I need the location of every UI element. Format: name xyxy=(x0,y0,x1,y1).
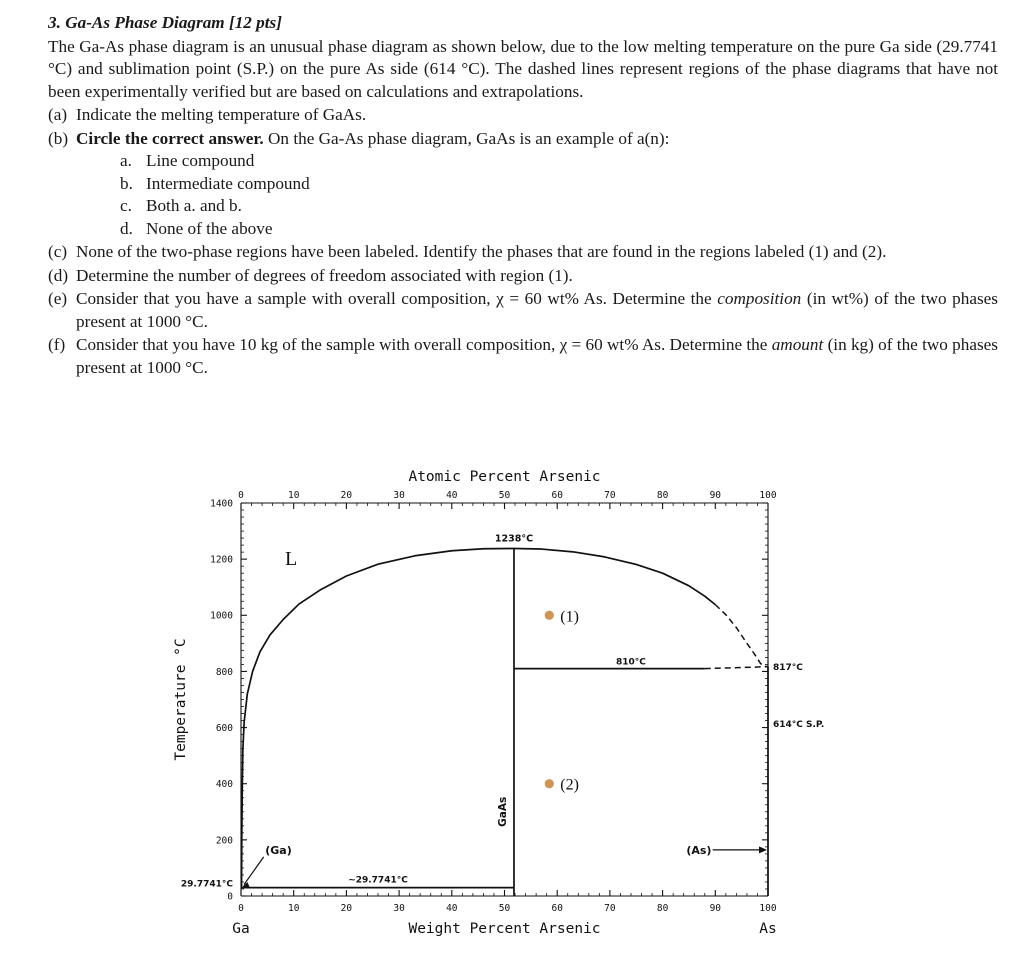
tick-label-bottom-40: 40 xyxy=(446,903,458,914)
choice-text-c: Both a. and b. xyxy=(146,196,242,216)
tick-label-bottom-0: 0 xyxy=(238,903,244,914)
tick-label-y-1200: 1200 xyxy=(210,554,233,566)
question-text-f xyxy=(76,334,998,379)
top-axis-title: Atomic Percent Arsenic xyxy=(408,469,601,485)
question-label-c: (c) xyxy=(48,242,68,262)
tick-label-top-10: 10 xyxy=(287,490,300,501)
question-text-b xyxy=(76,128,998,151)
answer-choice-c[interactable] xyxy=(120,195,998,218)
question-text-e xyxy=(76,288,998,333)
label-ga-melting: 29.7741°C xyxy=(180,879,233,890)
question-item-f xyxy=(48,334,998,379)
series-0 xyxy=(242,548,514,887)
label-817c: 817°C xyxy=(773,663,803,674)
choice-label-a: a. xyxy=(120,151,132,171)
tick-label-bottom-50: 50 xyxy=(498,903,511,914)
ga-phase-arrow-shaft xyxy=(244,857,264,885)
problem-statement xyxy=(48,12,998,380)
question-label-a: (a) xyxy=(48,105,68,125)
tick-label-y-800: 800 xyxy=(215,666,233,678)
tick-label-top-80: 80 xyxy=(656,490,669,501)
question-label-e: (e) xyxy=(48,289,68,309)
question-text-d: Determine the number of degrees of freedom associated with region (1). xyxy=(76,265,573,285)
question-text-c: None of the two-phase regions have been labeled. Identify the phases that are found in the regions labeled (1) and (2). xyxy=(76,242,887,262)
region-marker-1 xyxy=(545,611,554,620)
region-marker-label-1: (1) xyxy=(560,608,579,626)
series-1 xyxy=(514,548,715,604)
tick-label-top-40: 40 xyxy=(446,490,458,501)
series-4 xyxy=(705,667,768,669)
question-item-c xyxy=(48,241,998,264)
choice-label-c: c. xyxy=(120,196,132,216)
tick-label-top-100: 100 xyxy=(759,490,777,501)
label-ga-eutectic-line: ~29.7741°C xyxy=(348,875,408,886)
question-text-a: Indicate the melting temperature of GaAs. xyxy=(76,105,367,125)
tick-label-top-60: 60 xyxy=(551,490,563,501)
answer-choice-list xyxy=(120,150,998,240)
problem-intro: The Ga-As phase diagram is an unusual phase diagram as shown below, due to the low melting temperature on the pure Ga side (29.7741 °C) and sublimation point (S.P.) on the pure As side (614 °C). The dashed lines represent regions of the phase diagrams that have not been experimentally verified but are based on calculations and extrapolations. xyxy=(48,36,998,101)
question-label-b: (b) xyxy=(48,128,69,148)
label-ga-phase: (Ga) xyxy=(265,843,292,857)
region-marker-2 xyxy=(545,779,554,788)
tick-label-bottom-80: 80 xyxy=(656,903,669,914)
label-gaas-compound: GaAs xyxy=(496,796,509,827)
x-axis-title: Weight Percent Arsenic xyxy=(408,921,601,937)
region-marker-label-2: (2) xyxy=(560,776,579,794)
as-phase-arrow-head xyxy=(759,846,767,853)
endmember-right-label: As xyxy=(759,921,777,937)
tick-label-bottom-90: 90 xyxy=(709,903,722,914)
tick-label-y-1400: 1400 xyxy=(210,498,233,510)
phase-diagram-svg xyxy=(0,462,1024,962)
question-label-f: (f) xyxy=(48,335,66,355)
question-b-bold-lead: Circle the correct answer. xyxy=(76,128,264,148)
choice-text-b: Intermediate compound xyxy=(146,173,310,193)
choice-text-a: Line compound xyxy=(146,151,255,171)
problem-title xyxy=(48,12,998,35)
tick-label-top-50: 50 xyxy=(498,490,511,501)
question-b-rest: On the Ga-As phase diagram, GaAs is an example of a(n): xyxy=(263,128,670,148)
tick-label-y-200: 200 xyxy=(215,835,233,847)
choice-label-b: b. xyxy=(120,173,133,193)
tick-label-y-1000: 1000 xyxy=(210,610,233,622)
choice-label-d: d. xyxy=(120,218,133,238)
tick-label-y-400: 400 xyxy=(215,779,233,791)
question-e-emphasis: composition xyxy=(717,289,802,309)
tick-label-bottom-30: 30 xyxy=(393,903,405,914)
question-f-emphasis: amount xyxy=(771,335,824,355)
phase-diagram-figure xyxy=(0,462,1024,962)
y-axis-title: Temperature °C xyxy=(173,638,189,761)
problem-points: [12 pts] xyxy=(228,13,282,32)
choice-text-d: None of the above xyxy=(146,218,273,238)
label-liquid-region: L xyxy=(285,548,298,571)
question-e-post: (in wt%) of the two phases present at 1000 °C. xyxy=(76,289,998,331)
label-congruent-melt: 1238°C xyxy=(494,533,534,545)
question-e-pre: Consider that you have a sample with overall composition, χ = 60 wt% As. Determine the xyxy=(76,289,718,309)
answer-choice-b[interactable] xyxy=(120,173,998,196)
endmember-left-label: Ga xyxy=(232,921,250,937)
question-item-e xyxy=(48,288,998,333)
question-f-pre: Consider that you have 10 kg of the sample with overall composition, χ = 60 wt% As. Determine the xyxy=(76,335,772,355)
question-item-a xyxy=(48,104,998,127)
question-f-post: (in kg) of the two phases present at 1000 °C. xyxy=(76,335,998,377)
tick-label-bottom-100: 100 xyxy=(759,903,777,914)
tick-label-bottom-20: 20 xyxy=(340,903,353,914)
tick-label-top-0: 0 xyxy=(238,490,244,501)
tick-label-bottom-70: 70 xyxy=(604,903,616,914)
tick-label-top-30: 30 xyxy=(393,490,405,501)
label-as-phase: (As) xyxy=(686,843,712,857)
answer-choice-d[interactable] xyxy=(120,218,998,241)
tick-label-y-600: 600 xyxy=(215,722,233,734)
label-invariant-810: 810°C xyxy=(616,657,646,668)
question-label-d: (d) xyxy=(48,265,69,285)
question-item-b xyxy=(48,128,998,151)
label-614c-sp: 614°C S.P. xyxy=(773,720,825,731)
tick-label-bottom-60: 60 xyxy=(551,903,563,914)
tick-label-top-90: 90 xyxy=(709,490,722,501)
answer-choice-a[interactable] xyxy=(120,150,998,173)
series-2 xyxy=(715,605,768,667)
tick-label-top-20: 20 xyxy=(340,490,353,501)
tick-label-top-70: 70 xyxy=(604,490,616,501)
tick-label-y-0: 0 xyxy=(227,891,233,903)
question-item-d xyxy=(48,265,998,288)
tick-label-bottom-10: 10 xyxy=(287,903,300,914)
problem-title-text: 3. Ga-As Phase Diagram xyxy=(48,13,225,32)
